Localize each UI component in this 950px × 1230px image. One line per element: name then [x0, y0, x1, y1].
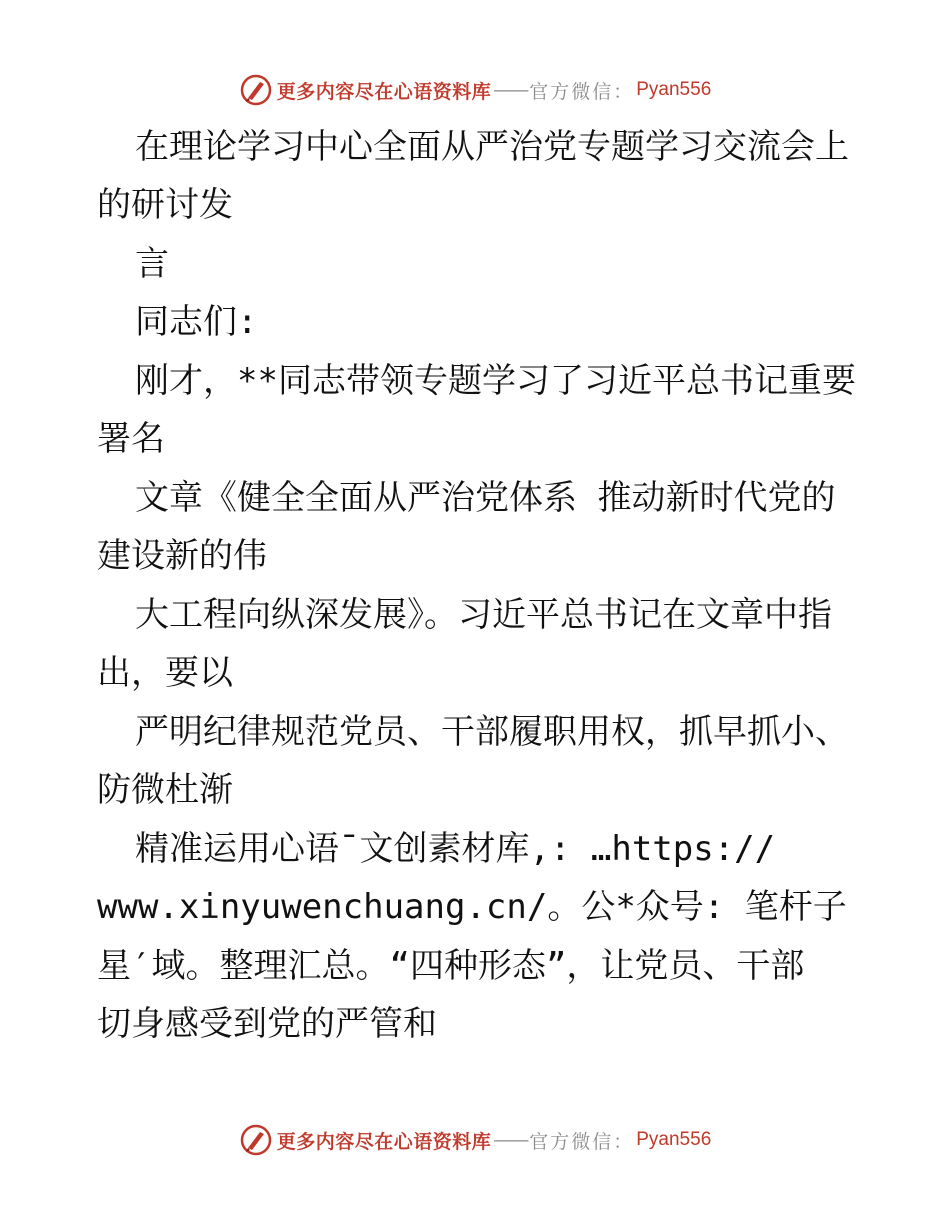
watermark-official-label: 官方微信： — [529, 1130, 635, 1153]
text-line: 建设新的伟 — [97, 536, 267, 576]
text-line: 的研讨发 — [97, 185, 233, 225]
quill-pen-logo-icon — [239, 73, 273, 107]
text-line: 切身感受到党的严管和 — [97, 1004, 437, 1044]
text-line: 防微杜渐 — [97, 770, 233, 810]
watermark-separator: —— — [493, 79, 528, 101]
watermark-account: Pyan556 — [636, 79, 712, 100]
text-line: 严明纪律规范党员、干部履职用权，抓早抓小、 — [135, 712, 849, 752]
text-line: 署名 — [97, 419, 165, 459]
text-line: 同志们: — [135, 302, 258, 342]
text-line: 精准运用心语¯文创素材库,: …https:// — [135, 829, 776, 869]
watermark-main-text: 更多内容尽在心语资料库 — [276, 80, 492, 103]
footer-watermark — [0, 1120, 950, 1160]
header-watermark — [0, 70, 950, 110]
quill-pen-logo-icon — [239, 1123, 273, 1157]
text-line: www.xinyuwenchuang.cn/。公*众号: 笔杆子 — [97, 887, 847, 927]
text-line: 大工程向纵深发展》。习近平总书记在文章中指 — [135, 595, 832, 635]
watermark-main-text: 更多内容尽在心语资料库 — [276, 1130, 492, 1153]
watermark-separator: —— — [493, 1129, 528, 1151]
text-line: 言 — [135, 244, 169, 284]
watermark-account: Pyan556 — [636, 1129, 712, 1150]
watermark-official-label: 官方微信： — [529, 80, 635, 103]
text-line: 出，要以 — [97, 653, 233, 693]
text-line: 星′域。整理汇总。“四种形态”，让党员、干部 — [97, 946, 805, 986]
text-line: 在理论学习中心全面从严治党专题学习交流会上 — [135, 127, 849, 167]
text-line: 刚才，**同志带领专题学习了习近平总书记重要 — [135, 361, 856, 401]
text-line: 文章《健全全面从严治党体系 推动新时代党的 — [135, 478, 836, 518]
